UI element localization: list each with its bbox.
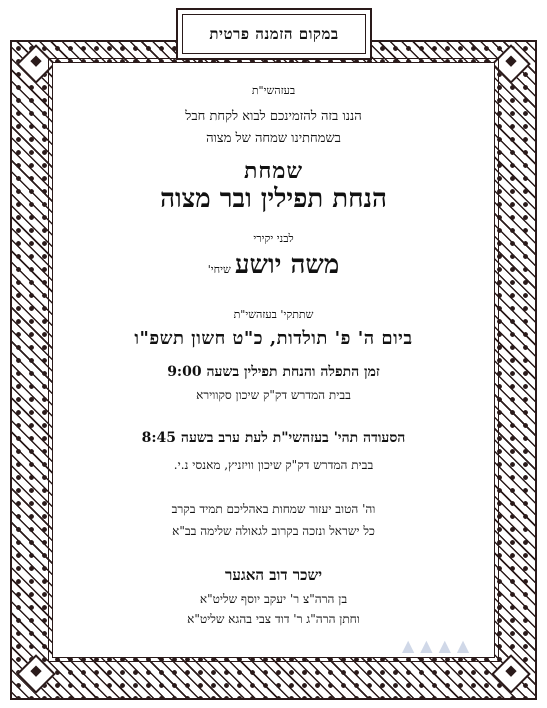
son-name-suffix: שיחי' — [207, 263, 231, 276]
prayer-label: זמן התפלה והנחת תפילין בשעה — [206, 364, 380, 380]
prayer-place: בבית המדרש דק"ק שיכון סקווירא — [196, 388, 351, 402]
will-be-line: שתתקי' בעזהשי"ת — [233, 308, 314, 321]
meal-time: 8:45 — [141, 430, 177, 446]
host-name: ישכר דוב האגער — [224, 566, 323, 584]
blessing-line-1: וה' הטוב יעזור שמחות באהליכם תמיד בקרב — [171, 502, 376, 516]
son-name-line — [62, 250, 485, 280]
intro-line-2: בשמחתינו שמחה של מצוה — [206, 131, 341, 146]
for-son-line: לבני יקירי — [253, 232, 294, 245]
host-father-in-law: וחתן הרה"ג ר' דוד צבי בהגא שליט"א — [187, 612, 360, 626]
header-banner — [176, 8, 372, 60]
blessing-line-2: כל ישראל ונזכה בקרוב לגאולה שלימה בב"א — [172, 524, 375, 538]
meal-label: הסעודה תהי' בעזהשי"ת לעת ערב בשעה — [180, 430, 406, 446]
bh-line: בעזהשי"ת — [251, 84, 296, 97]
son-name: משה יושע — [234, 250, 340, 280]
meal-time-line — [62, 430, 485, 447]
title-line-1: שמחת — [243, 158, 304, 184]
watermark-logo: ▲▲▲▲ — [402, 636, 476, 655]
header-label: במקום הזמנה פרטית — [209, 24, 339, 43]
intro-line-1: הננו בזה להזמינכם לבוא לקחת חבל — [185, 109, 362, 124]
header-banner-inner — [182, 14, 366, 54]
title-line-2: הנחת תפילין ובר מצוה — [160, 184, 387, 214]
meal-place: בבית המדרש דק"ק שיכון וויזניץ, מאנסי נ.י. — [173, 458, 374, 472]
prayer-time-line — [62, 364, 485, 381]
invitation-body — [62, 74, 485, 656]
host-father: בן הרה"צ ר' יעקב יוסף שליט"א — [199, 592, 348, 606]
event-date: ביום ה' פ' תולדות, כ"ט חשון תשפ"ו — [134, 328, 413, 349]
prayer-time: 9:00 — [167, 364, 202, 380]
